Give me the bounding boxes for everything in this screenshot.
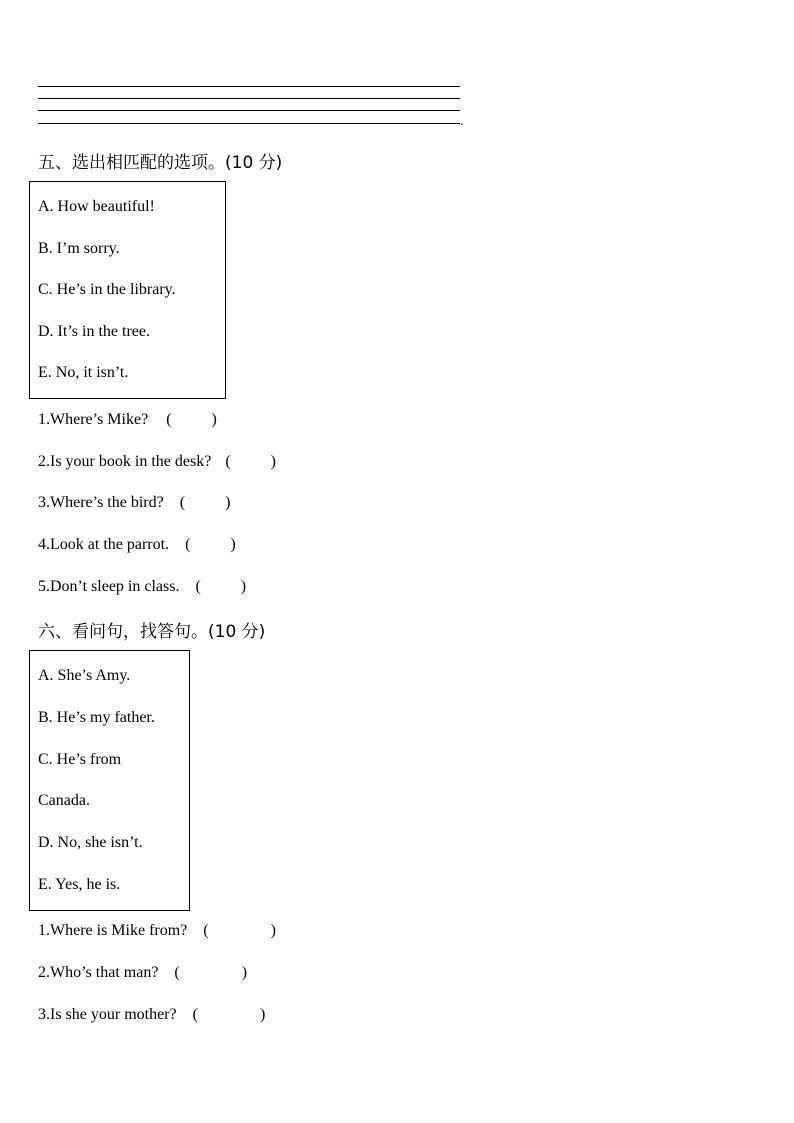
section-6-question-2 [38,964,247,982]
answer-close-paren: ) [211,411,217,428]
section-6-question-3 [38,1006,265,1024]
answer-close-paren: ) [225,494,231,511]
section-6-option-e: E. Yes, he is. [38,876,121,893]
section-6-option-c: C. He’s from [38,751,122,768]
writing-line-3 [38,110,460,111]
answer-close-paren: ) [241,964,248,981]
answer-open-paren: ( [225,453,231,470]
section-6-option-c-cont: Canada. [38,792,90,809]
question-text: 3.Is she your mother? [38,1006,177,1023]
answer-open-paren: ( [185,536,191,553]
section-5-question-5 [38,578,246,596]
question-text: 2.Who’s that man? [38,964,159,981]
question-text: 1.Where is Mike from? [38,922,188,939]
question-text: 4.Look at the parrot. [38,536,170,553]
answer-close-paren: ) [240,578,247,595]
answer-open-paren: ( [195,578,201,595]
section-6-option-d: D. No, she isn’t. [38,834,143,851]
section-5-title: 五、选出相匹配的选项。(10 分) [38,153,283,173]
section-5-option-a: A. How beautiful! [38,198,155,215]
answer-close-paren: ) [270,922,276,939]
section-5-option-c: C. He’s in the library. [38,281,176,298]
section-6-option-b: B. He’s my father. [38,709,155,726]
answer-close-paren: ) [270,453,276,470]
section-5-option-e: E. No, it isn’t. [38,364,129,381]
section-5-question-4 [38,536,236,554]
answer-open-paren: ( [174,964,180,981]
writing-line-2 [38,98,460,99]
answer-open-paren: ( [192,1006,198,1023]
answer-open-paren: ( [203,922,209,939]
section-6-question-1 [38,922,276,940]
section-5-option-d: D. It’s in the tree. [38,323,150,340]
question-text: 5.Don’t sleep in class. [38,578,180,595]
section-6-title: 六、看问句，找答句。(10 分) [38,622,266,642]
writing-line-1 [38,86,460,87]
answer-open-paren: ( [179,494,186,511]
question-text: 2.Is your book in the desk? [38,453,212,470]
section-5-question-1 [38,411,217,429]
answer-close-paren: ) [230,536,236,553]
question-text: 3.Where’s the bird? [38,494,164,511]
writing-line-4 [38,123,460,124]
question-text: 1.Where’s Mike? [38,411,149,428]
section-6-option-a: A. She’s Amy. [38,667,131,684]
section-5-question-2 [38,453,276,471]
section-6-options-box [29,650,190,911]
section-5-question-3 [38,494,230,512]
answer-close-paren: ) [259,1006,266,1023]
section-5-option-b: B. I’m sorry. [38,240,120,257]
answer-open-paren: ( [166,411,172,428]
line-end-dot: . [460,114,464,129]
